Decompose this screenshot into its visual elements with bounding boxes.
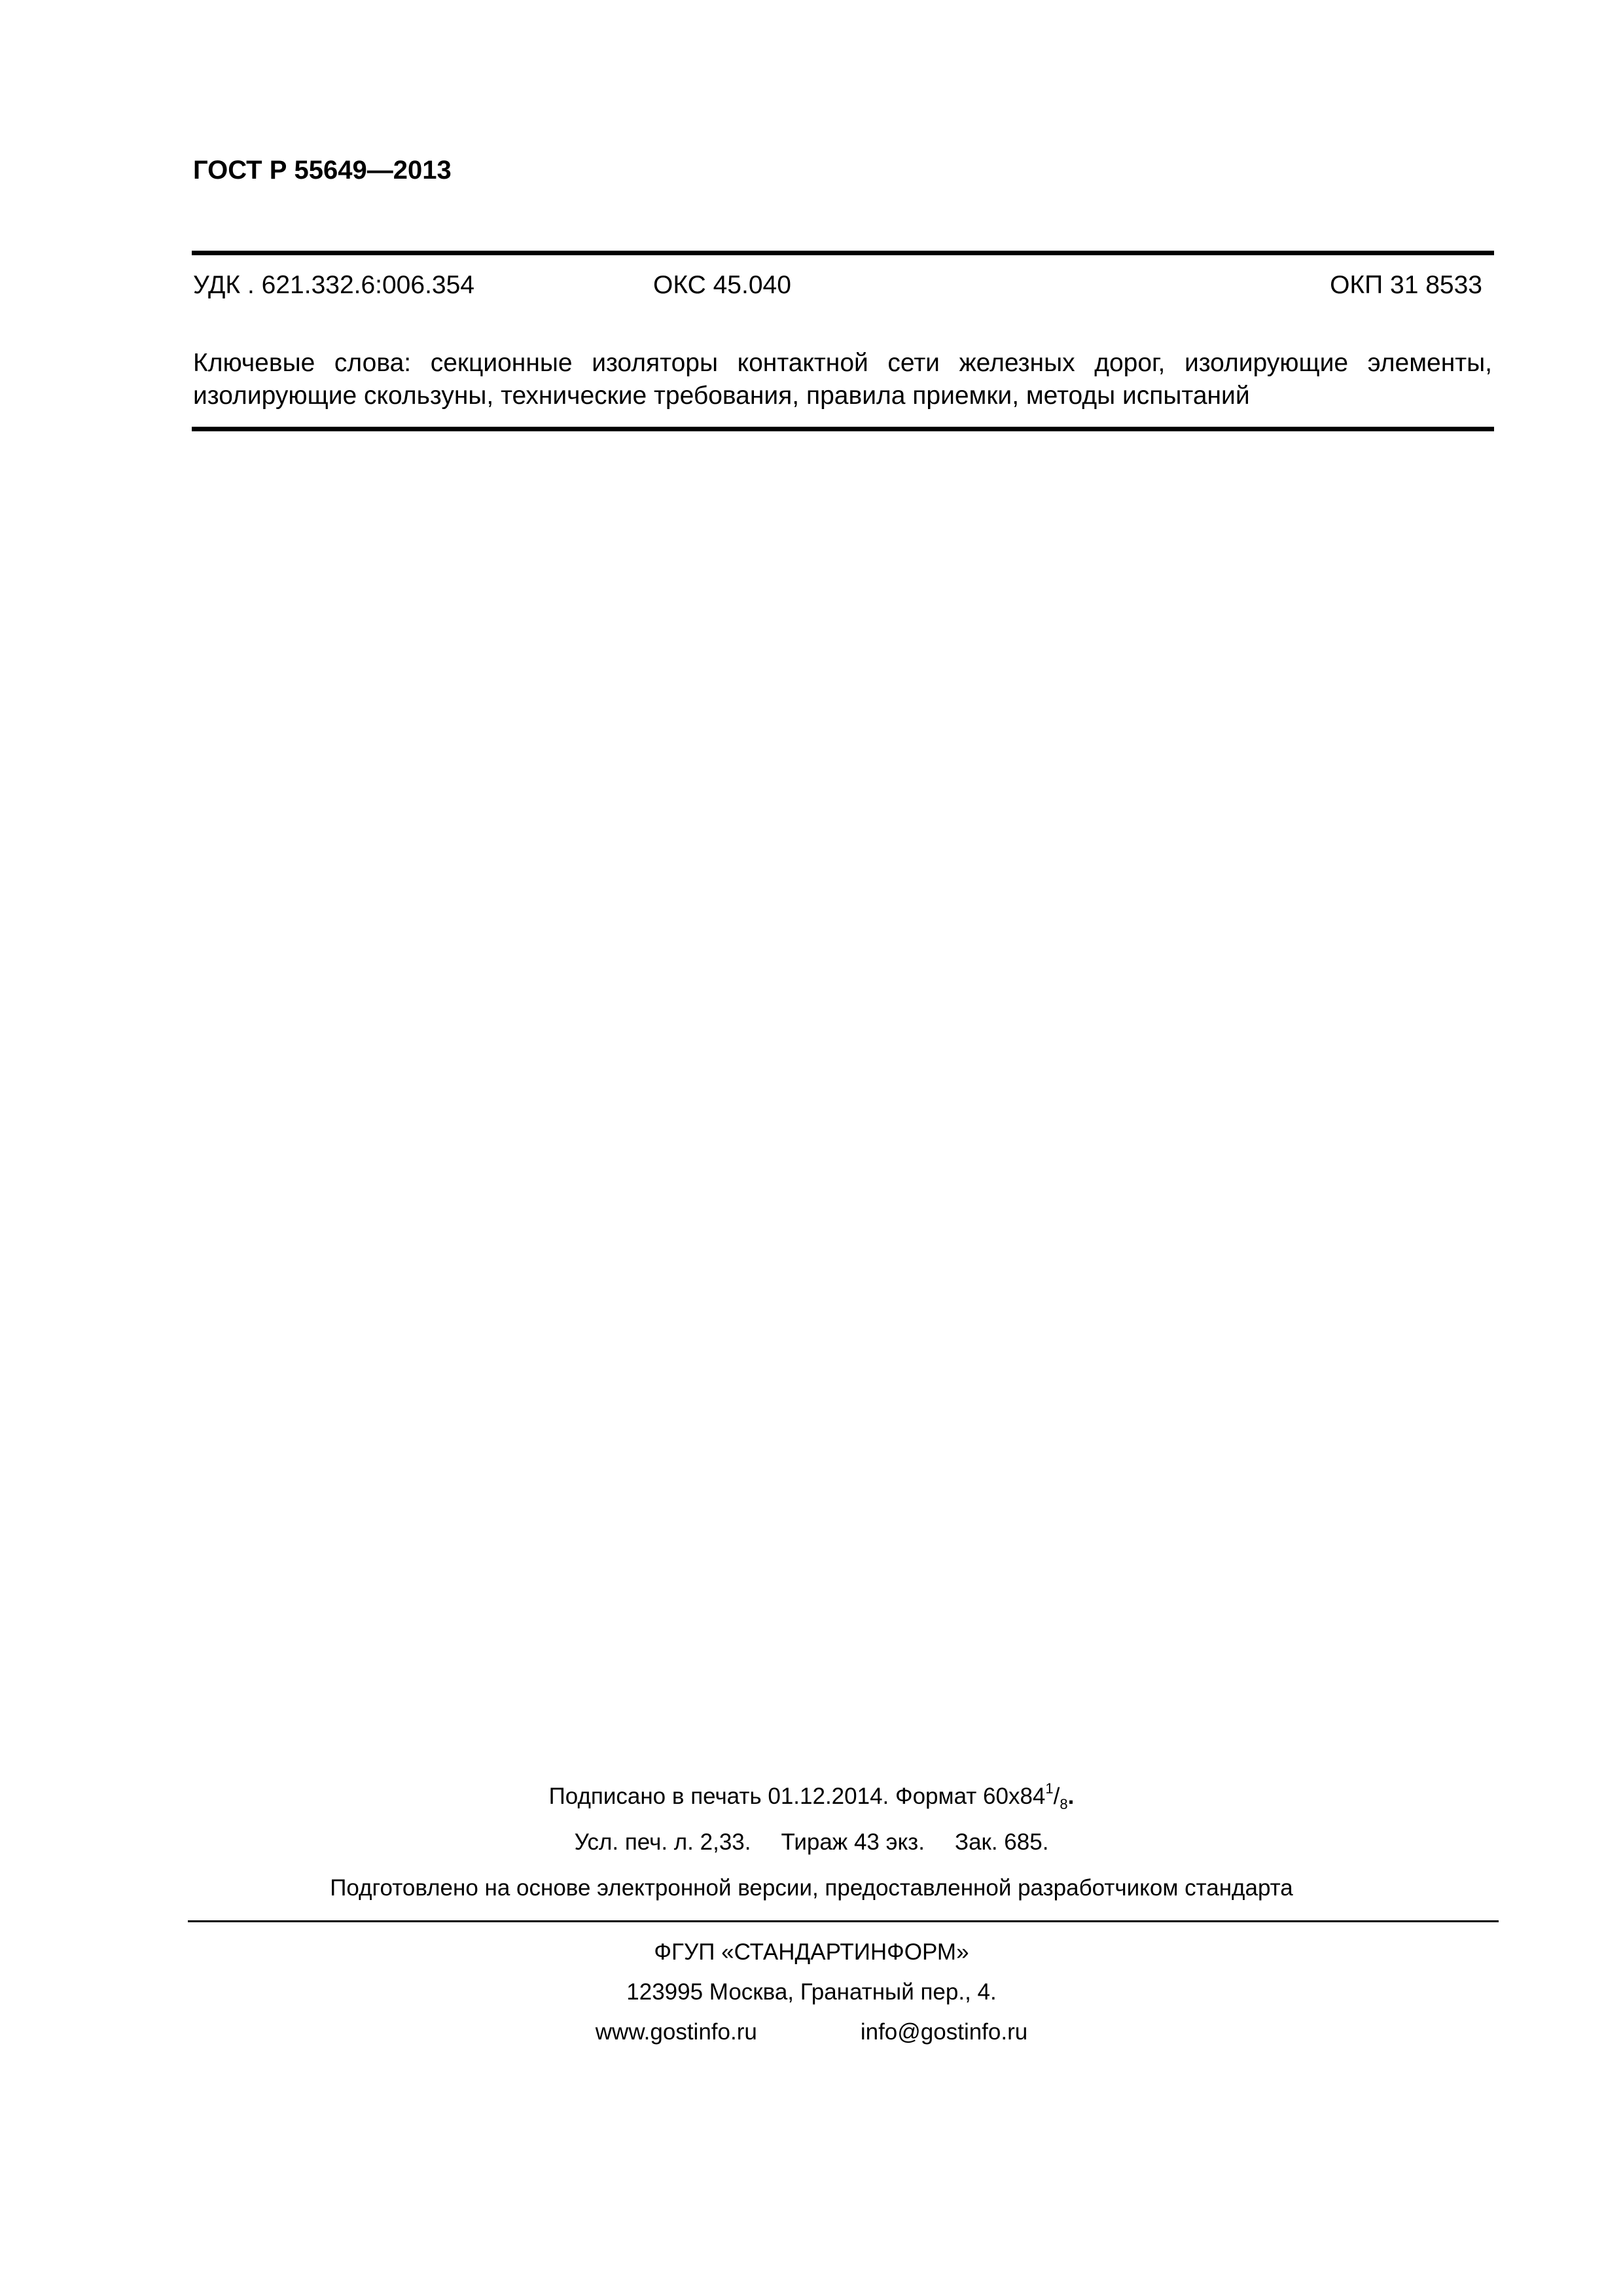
publisher-website: www.gostinfo.ru	[595, 2019, 757, 2045]
format-separator: /	[1053, 1784, 1060, 1809]
top-divider	[192, 251, 1494, 255]
keywords-text: Ключевые слова: секционные изоляторы контактной сети железных дорог, изолирующие элементы, изолирующие скользуны, технические требования, правила приемки, методы испытаний	[193, 349, 1492, 410]
order-number: Зак. 685.	[954, 1829, 1049, 1855]
circulation: Тираж 43 экз.	[781, 1829, 925, 1855]
udk-code: УДК . 621.332.6:006.354	[193, 271, 474, 299]
publisher-name: ФГУП «СТАНДАРТИНФОРМ»	[654, 1939, 969, 1965]
format-final-dot: .	[1067, 1784, 1075, 1809]
publisher-email: info@gostinfo.ru	[860, 2019, 1028, 2045]
format-fraction	[1045, 1780, 1068, 1812]
publisher-contacts	[0, 2017, 1623, 2047]
format-numerator: 1	[1045, 1780, 1054, 1797]
keywords-divider	[192, 427, 1494, 431]
print-details-line	[0, 1827, 1623, 1857]
okp-code: ОКП 31 8533	[1330, 271, 1482, 299]
publisher-divider	[188, 1920, 1499, 1922]
signed-to-print-text: Подписано в печать 01.12.2014. Формат 60х84	[548, 1784, 1046, 1809]
prepared-note: Подготовлено на основе электронной версии, предоставленной разработчиком стандарта	[330, 1875, 1293, 1901]
signed-to-print-line	[0, 1782, 1623, 1812]
oks-code: ОКС 45.040	[653, 271, 791, 299]
format-denominator: 8	[1060, 1796, 1068, 1812]
standard-code: ГОСТ Р 55649—2013	[193, 156, 452, 185]
print-sheets: Усл. печ. л. 2,33.	[574, 1829, 751, 1855]
publisher-address: 123995 Москва, Гранатный пер., 4.	[626, 1979, 997, 2005]
